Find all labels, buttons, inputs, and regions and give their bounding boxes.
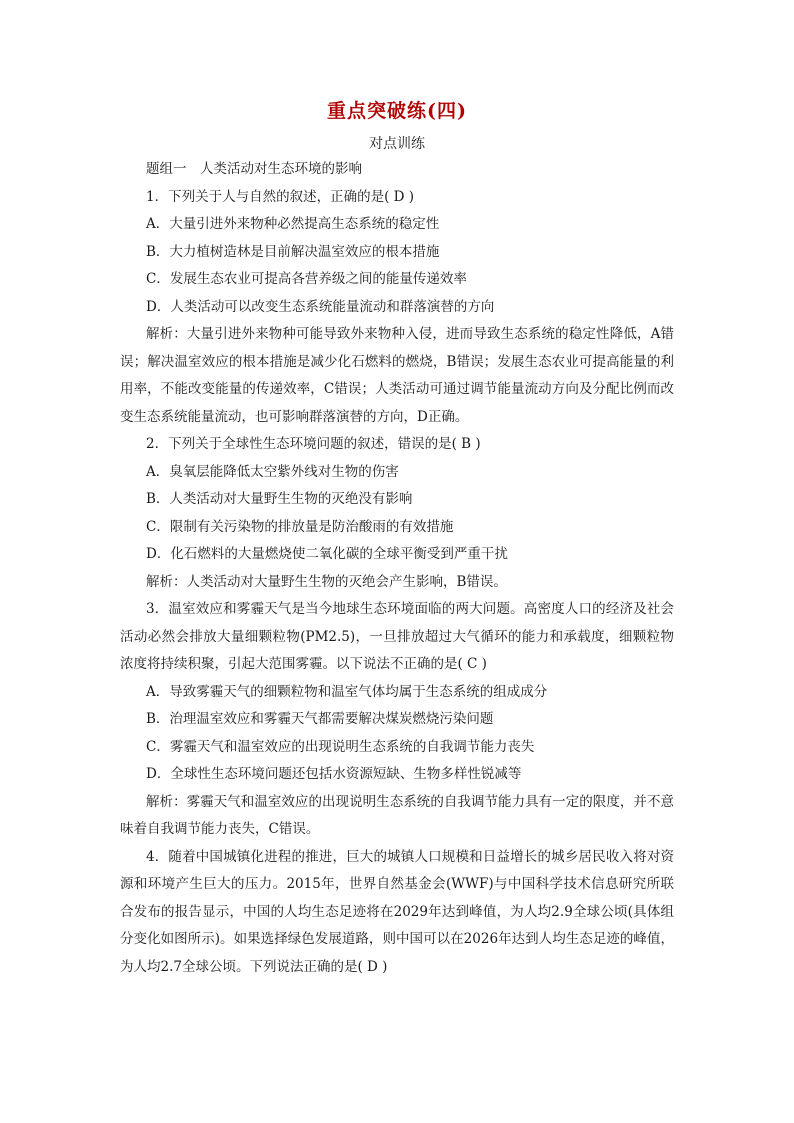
question-2-option-d: D．化石燃料的大量燃烧使二氧化碳的全球平衡受到严重干扰 (146, 546, 508, 562)
question-2-option-c: C．限制有关污染物的排放量是防治酸雨的有效措施 (146, 518, 454, 535)
question-3-stem: 3．温室效应和雾霾天气是当今地球生态环境面临的两大问题。高密度人口的经济及社会活动必然会排放大量细颗粒物(PM2.5)，一旦排放超过大气循环的能力和承载度，细颗粒物浓度将持续积聚，引起大范围雾霾。以下说法不正确的是( C ) (120, 601, 674, 672)
question-3-option-c: C．雾霾天气和温室效应的出现说明生态系统的自我调节能力丧失 (146, 738, 535, 755)
question-3-option-d: D．全球性生态环境问题还包括水资源短缺、生物多样性锐减等 (146, 766, 522, 782)
question-1-option-d: D．人类活动可以改变生态系统能量流动和群落演替的方向 (146, 298, 495, 315)
question-2-analysis: 解析：人类活动对大量野生生物的灭绝会产生影响，B错误。 (146, 573, 507, 590)
question-1-option-c: C．发展生态农业可提高各营养级之间的能量传递效率 (146, 271, 467, 287)
question-1-analysis: 解析：大量引进外来物种可能导致外来物种入侵，进而导致生态系统的稳定性降低，A错误；解决温室效应的根本措施是减少化石燃料的燃烧，B错误；发展生态农业可提高能量的利用率，不能改变能量的传递效率，C错误；人类活动可通过调节能量流动方向及分配比例而改变生态系统能量流动，也可影响群落演替的方向，D正确。 (120, 326, 674, 425)
page-title: 重点突破练(四) (327, 100, 467, 122)
group-heading: 题组一 人类活动对生态环境的影响 (146, 161, 362, 177)
question-3-analysis: 解析：雾霾天气和温室效应的出现说明生态系统的自我调节能力具有一定的限度，并不意味着自我调节能力丧失，C错误。 (120, 793, 674, 837)
question-1-stem: 1．下列关于人与自然的叙述，正确的是( D ) (146, 188, 415, 205)
question-3-option-a: A．导致雾霾天气的细颗粒物和温室气体均属于生态系统的组成成分 (146, 683, 548, 700)
question-1-option-a: A．大量引进外来物种必然提高生态系统的稳定性 (146, 216, 440, 232)
section-subtitle: 对点训练 (369, 136, 425, 152)
question-3-option-b: B．治理温室效应和雾霾天气都需要解决煤炭燃烧污染问题 (146, 711, 494, 727)
question-4-stem: 4．随着中国城镇化进程的推进，巨大的城镇人口规模和日益增长的城乡居民收入将对资源和环境产生巨大的压力。2015年，世界自然基金会(WWF)与中国科学技术信息研究所联合发布的报告显示，中国的人均生态足迹将在2029年达到峰值，为人均2.9全球公顷(具体组分变化如图所示)。如果选择绿色发展道路，则中国可以在2026年达到人均生态足迹的峰值，为人均2.7全球公顷。下列说法正确的是( D ) (120, 848, 674, 975)
question-2-option-b: B．人类活动对大量野生生物的灭绝没有影响 (146, 491, 413, 507)
question-2-stem: 2．下列关于全球性生态环境问题的叙述，错误的是( B ) (146, 436, 481, 452)
document-body (120, 156, 674, 981)
question-1-option-b: B．大力植树造林是目前解决温室效应的根本措施 (146, 243, 440, 260)
question-2-option-a: A．臭氧层能降低太空紫外线对生物的伤害 (146, 463, 399, 480)
